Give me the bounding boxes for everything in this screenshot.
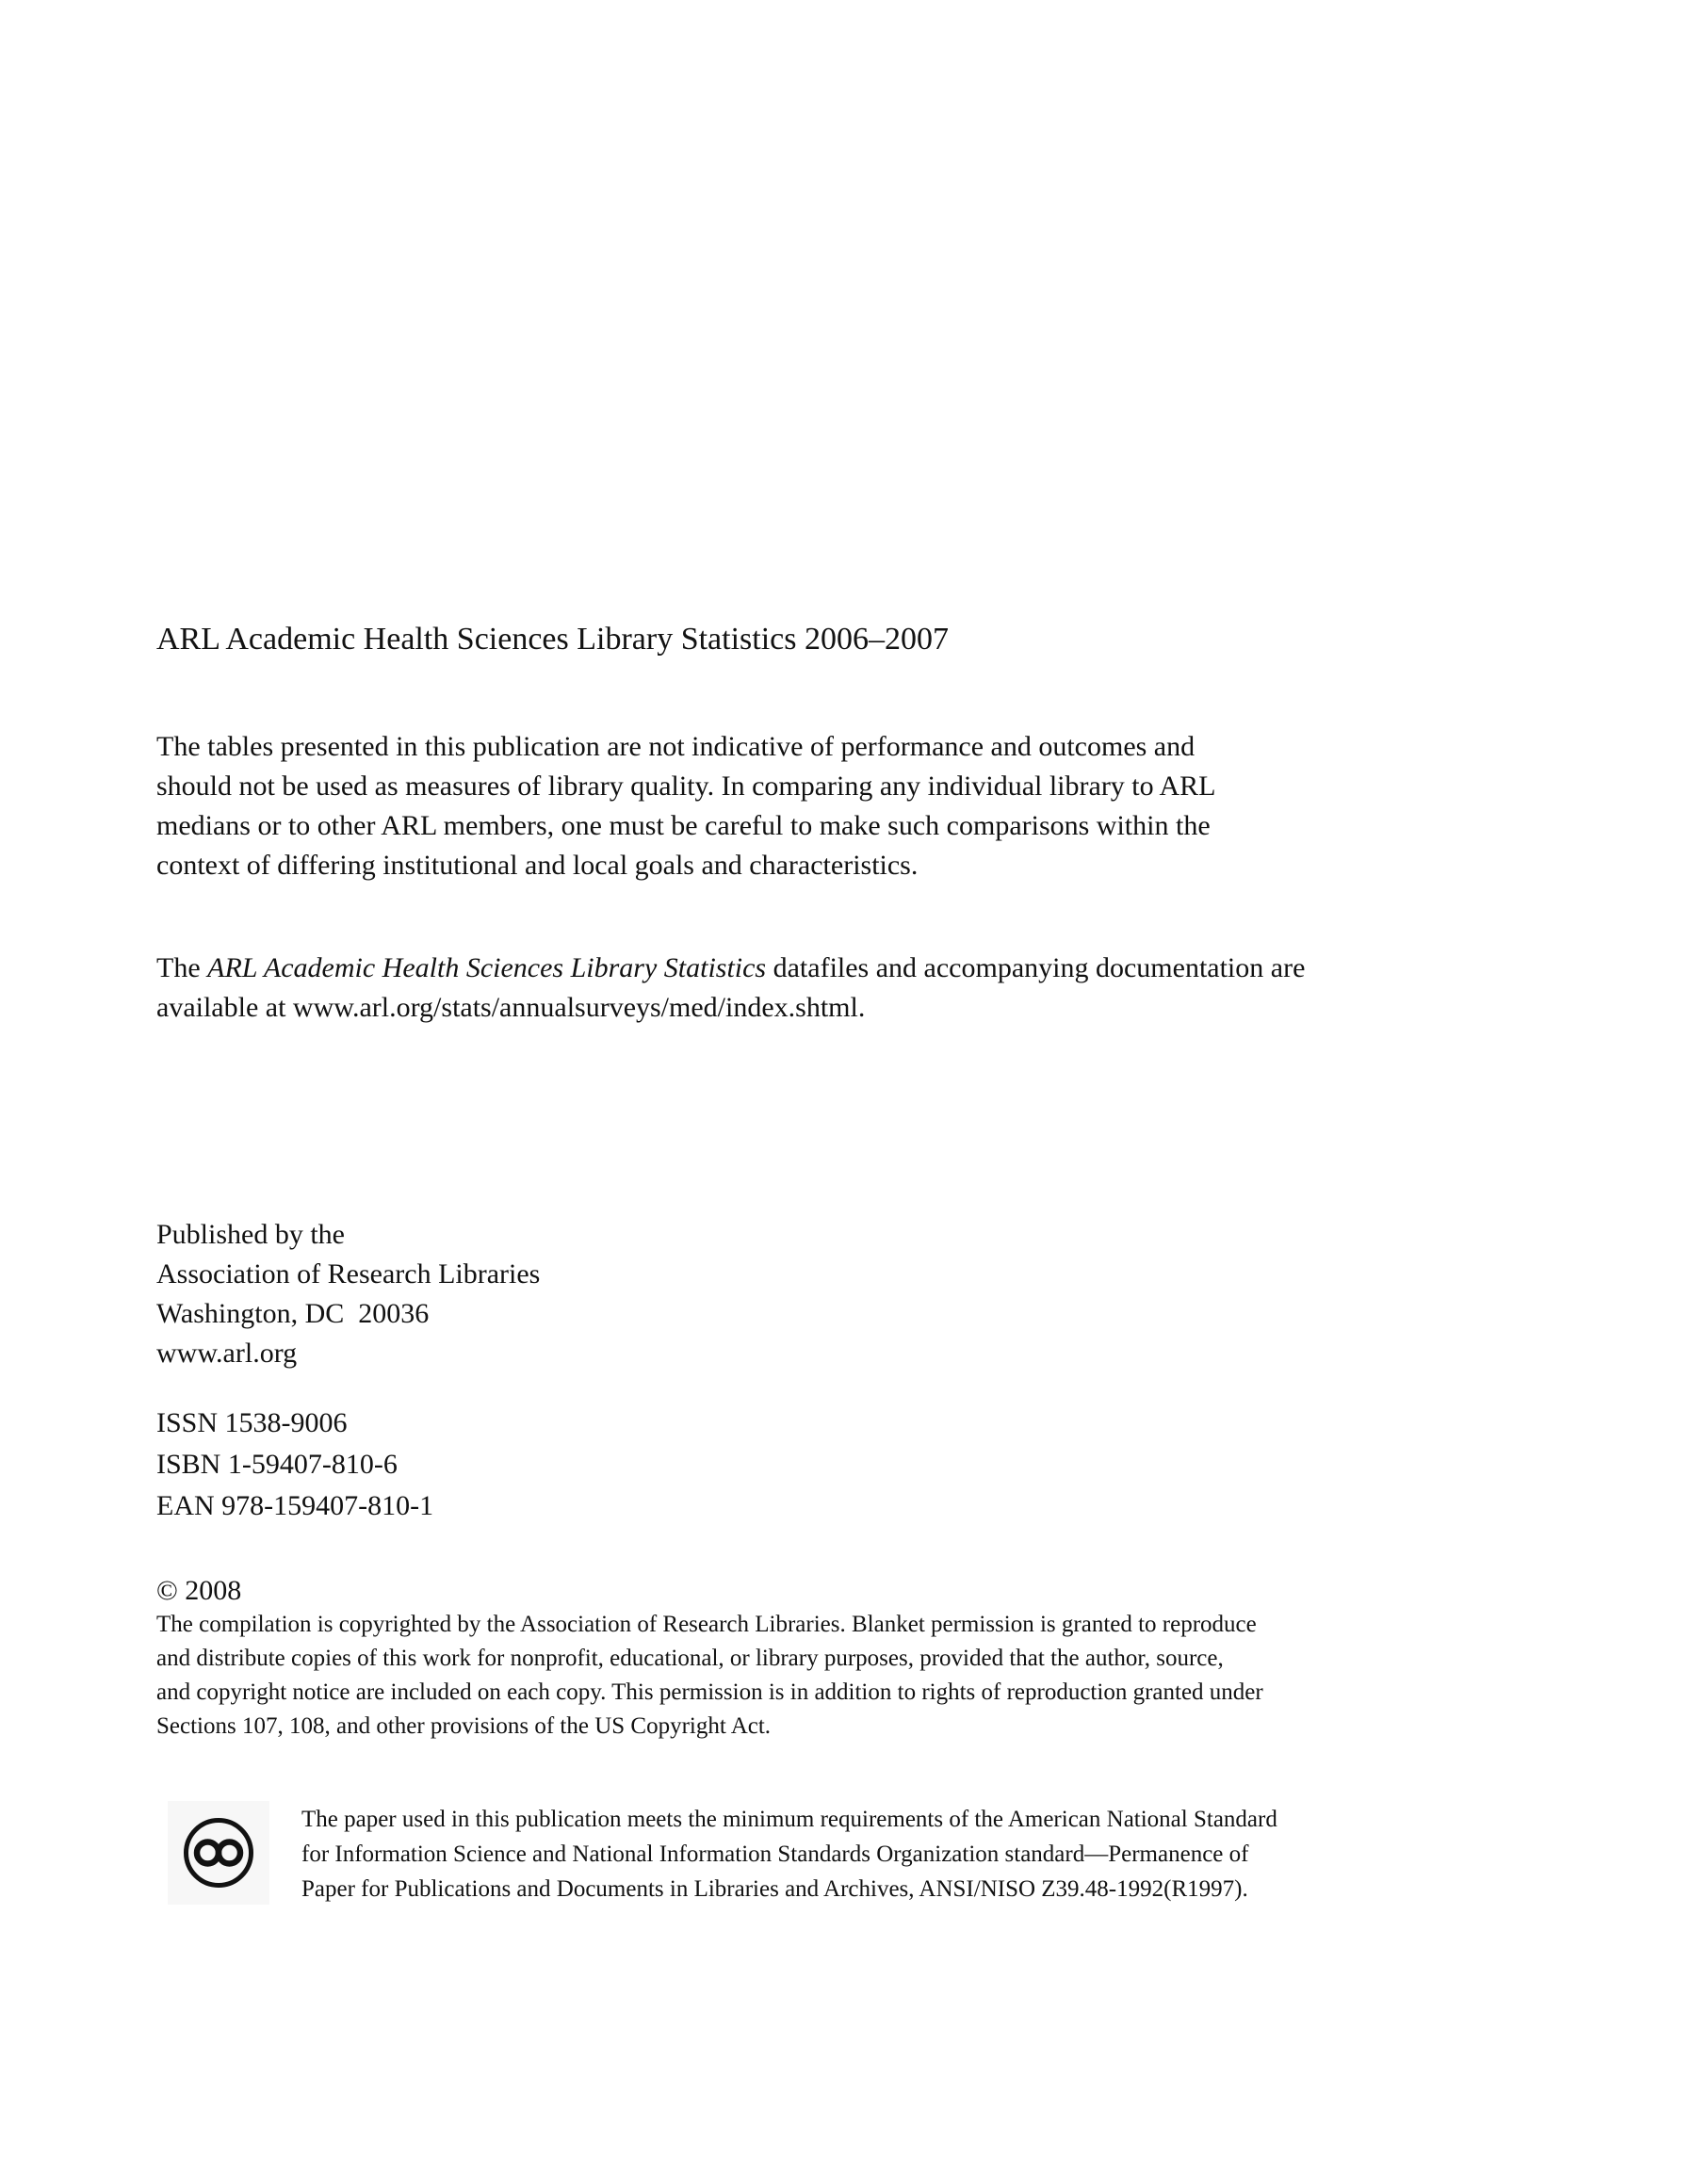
datafiles-prefix: The xyxy=(156,952,208,983)
copyright-year: © 2008 xyxy=(156,1575,242,1606)
copyright-paragraph xyxy=(156,1608,1263,1744)
datafiles-line-2: available at www.arl.org/stats/annualsurveys/med/index.shtml. xyxy=(156,992,866,1023)
isbn-line: ISBN 1-59407-810-6 xyxy=(156,1449,398,1480)
page-title: ARL Academic Health Sciences Library Statistics 2006–2007 xyxy=(156,622,949,657)
disclaimer-line: context of differing institutional and local goals and characteristics. xyxy=(156,850,919,881)
datafiles-paragraph xyxy=(156,949,1305,1028)
datafiles-suffix: datafiles and accompanying documentation are xyxy=(766,952,1306,983)
paper-standard-line: Paper for Publications and Documents in Libraries and Archives, ANSI/NISO Z39.48-1992(R1997). xyxy=(301,1876,1248,1902)
disclaimer-line: The tables presented in this publication are not indicative of performance and outcomes and xyxy=(156,731,1196,762)
permanent-paper-icon xyxy=(168,1801,269,1905)
publisher-block xyxy=(156,1215,540,1373)
disclaimer-paragraph xyxy=(156,727,1216,885)
publication-title-italic: ARL Academic Health Sciences Library Statistics xyxy=(207,952,767,983)
paper-standard-paragraph xyxy=(301,1802,1277,1906)
infinity-in-circle-icon xyxy=(182,1816,255,1890)
identifiers-block xyxy=(156,1403,433,1527)
publisher-name: Association of Research Libraries xyxy=(156,1258,541,1290)
copyright-line: The compilation is copyrighted by the Association of Research Libraries. Blanket permission is granted to reproduce xyxy=(156,1612,1257,1637)
publisher-address: Washington, DC 20036 xyxy=(156,1298,430,1329)
paper-standard-line: The paper used in this publication meets the minimum requirements of the American National Standard xyxy=(301,1807,1277,1832)
datafiles-line-1 xyxy=(156,949,1305,988)
copyright-line: and distribute copies of this work for nonprofit, educational, or library purposes, provided that the author, source, xyxy=(156,1646,1224,1671)
issn-line: ISSN 1538-9006 xyxy=(156,1407,348,1438)
publisher-website: www.arl.org xyxy=(156,1338,298,1369)
ean-line: EAN 978-159407-810-1 xyxy=(156,1490,434,1521)
copyright-line: and copyright notice are included on each copy. This permission is in addition to rights of reproduction granted under xyxy=(156,1679,1263,1705)
publisher-line: Published by the xyxy=(156,1219,345,1250)
paper-standard-line: for Information Science and National Information Standards Organization standard—Permanence of xyxy=(301,1841,1249,1867)
disclaimer-line: should not be used as measures of library quality. In comparing any individual library to ARL xyxy=(156,771,1216,802)
copyright-line: Sections 107, 108, and other provisions of the US Copyright Act. xyxy=(156,1713,772,1739)
disclaimer-line: medians or to other ARL members, one must be careful to make such comparisons within the xyxy=(156,810,1211,841)
